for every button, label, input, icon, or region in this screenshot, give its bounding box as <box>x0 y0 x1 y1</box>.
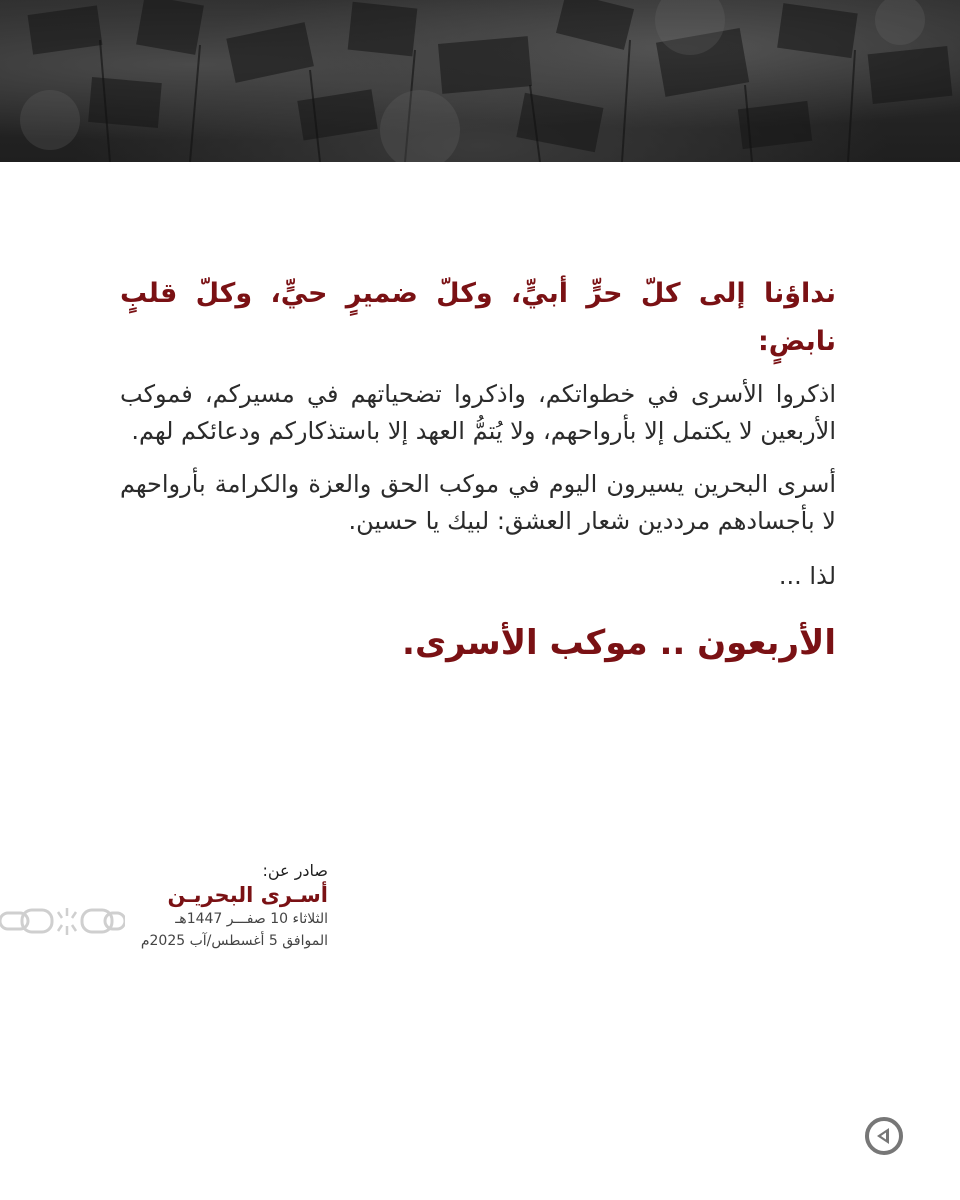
slogan: الأربعون .. موكب الأسرى. <box>402 623 836 663</box>
hijri-date: الثلاثاء 10 صفـــر 1447هـ <box>175 911 328 927</box>
statement-body <box>120 270 836 668</box>
organization-name: أسـرى البحريـن <box>167 883 328 907</box>
broken-chain-icon <box>0 904 125 940</box>
flags-silhouette <box>0 0 960 162</box>
next-slide-button[interactable] <box>864 1116 904 1156</box>
issuer-block <box>0 860 330 970</box>
header-banner-image <box>0 0 960 162</box>
circle-arrow-left-icon <box>864 1116 904 1156</box>
issued-by-label: صادر عن: <box>262 861 328 880</box>
paragraph-bahrain-prisoners: أسرى البحرين يسيرون اليوم في موكب الحق والعزة والكرامة بأرواحهم لا بأجسادهم مرددين شعار العشق: لبيك يا حسين. <box>120 470 836 535</box>
paragraph-remember-prisoners: اذكروا الأسرى في خطواتكم، واذكروا تضحياتهم في مسيركم، فموكب الأربعين لا يكتمل إلا بأرواحهم، ولا يُتمُّ العهد إلا باستذكاركم ودعائكم لهم. <box>120 380 836 445</box>
call-line: نداؤنا إلى كلّ حرٍّ أبيٍّ، وكلّ ضميرٍ حيٍّ، وكلّ قلبٍ نابضٍ: <box>120 278 836 357</box>
gregorian-date: الموافق 5 أغسطس/آب 2025م <box>140 933 328 949</box>
therefore-text: لذا ... <box>778 562 836 590</box>
